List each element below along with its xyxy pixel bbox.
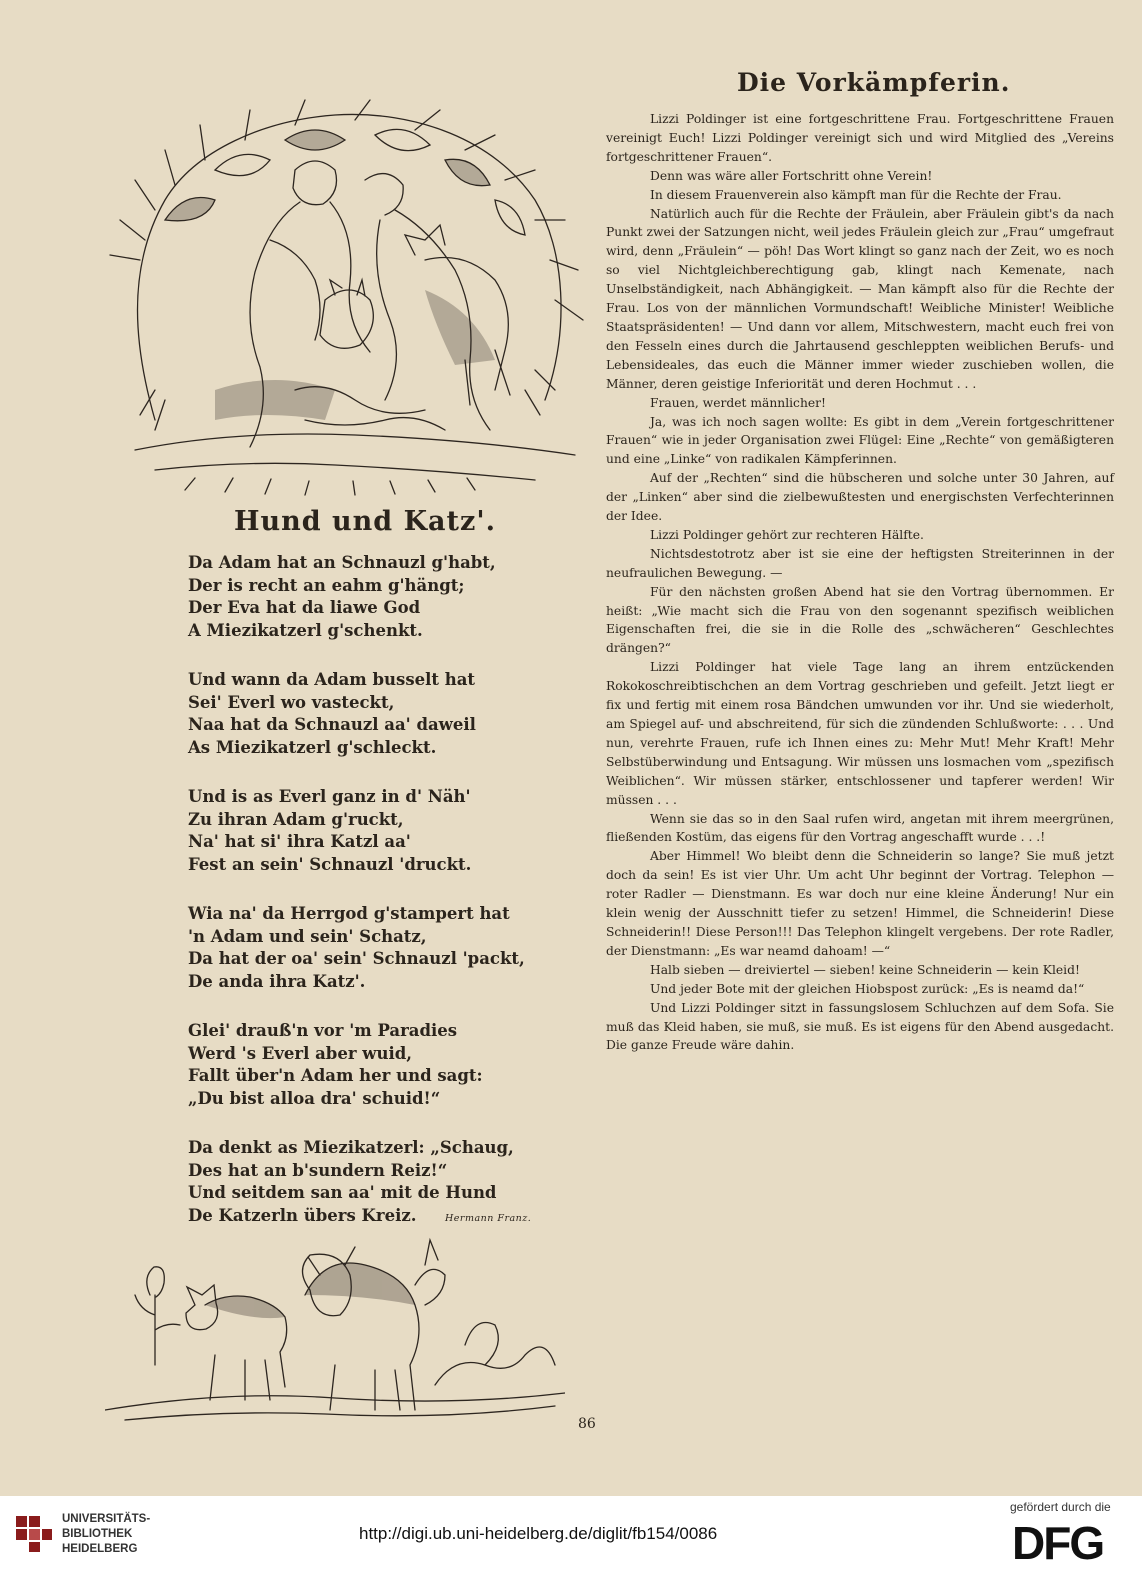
poem-line: Der Eva hat da liawe God (188, 598, 421, 617)
article-body (606, 110, 1114, 1055)
article-paragraph: Frauen, werdet männlicher! (650, 395, 826, 410)
article-paragraph: Natürlich auch für die Rechte der Fräulein, aber Fräulein gibt's da nach Punkt zwei der Satzungen nicht, weil jedes Fräulein gleich zur „Frau“ umgefraut wird, denn „Fräulein“ — pöh! Das Wort klingt so ganz nach der Zeit, wo es noch so viel Nichtgleichberechtigung gab, klingt nach Kemenate, nach Unselbständigkeit, nach Abhängigkeit. — Man kämpft also für die Rechte der Frau. Los von der männlichen Vormundschaft! Weibliche Minister! Weibliche Staatspräsidenten! — Und dann vor allem, Mitschwestern, macht euch frei von den Fesseln eines durch die Jahrtausend geschleppten weiblichen Berufs- und Lebensideales, das euch die Männer immer wieder zuschieben wollen, die Männer, deren geistige Inferiorität und deren Hochmut . . . (606, 206, 1114, 391)
poem-line: Da hat der oa' sein' Schnauzl 'packt, (188, 949, 525, 968)
article-paragraph: Wenn sie das so in den Saal rufen wird, angetan mit ihrem meergrünen, fließenden Kostüm, das eigens für den Vortrag angeschafft wurde . . .! (606, 811, 1114, 845)
university-library-logo-icon (14, 1514, 54, 1554)
page-number: 86 (578, 1416, 596, 1432)
dfg-logo-text: DFG (1012, 1517, 1104, 1563)
article-paragraph: Ja, was ich noch sagen wollte: Es gibt in dem „Verein fortgeschrittener Frauen“ wie in jeder Organisation zwei Flügel: Eine „Rechte“ von gemäßigteren und eine „Linke“ von radikalen Kämpferinnen. (606, 414, 1114, 467)
article-paragraph: Und Lizzi Poldinger sitzt in fassungslosem Schluchzen auf dem Sofa. Sie muß das Kleid haben, sie muß, sie muß. Es ist eigens für den Abend ausgedacht. Die ganze Freude wäre dahin. (606, 1000, 1114, 1053)
poem-line: Sei' Everl wo vasteckt, (188, 692, 395, 712)
library-name (62, 1512, 150, 1557)
adam-eve-illustration (95, 90, 595, 510)
poem-line: Naa hat da Schnauzl aa' daweil (188, 715, 476, 734)
poem-author: Hermann Franz. (445, 1213, 532, 1224)
poem-line: Fallt über'n Adam her und sagt: (188, 1066, 483, 1085)
poem-body (188, 552, 578, 1254)
article-paragraph: Für den nächsten großen Abend hat sie den Vortrag übernommen. Er heißt: „Wie macht sich die Frau von den sogenannt spezifisch weiblichen Eigenschaften frei, die sie in die Rolle des „schwächeren“ Geschlechtes drängen?“ (606, 584, 1114, 656)
poem-line: Da denkt as Miezikatzerl: „Schaug, (188, 1138, 514, 1157)
cat-and-dog-illustration (105, 1235, 565, 1425)
poem-line: Fest an sein' Schnauzl 'druckt. (188, 854, 472, 874)
poem-line: Na' hat si' ihra Katzl aa' (188, 832, 411, 851)
article-paragraph: Auf der „Rechten“ sind die hübscheren und solche unter 30 Jahren, auf der „Linken“ aber sind die zielbewußtesten und energischsten Verfechterinnen der Idee. (606, 471, 1114, 524)
poem-stanza (188, 669, 578, 759)
permalink-url[interactable]: http://digi.ub.uni-heidelberg.de/diglit/fb154/0086 (359, 1524, 718, 1543)
article-paragraph: Halb sieben — dreiviertel — sieben! keine Schneiderin — kein Kleid! (650, 962, 1080, 977)
poem-line: Und wann da Adam busselt hat (188, 670, 476, 689)
poem-line: „Du bist alloa dra' schuid!“ (188, 1088, 441, 1108)
poem-line: Glei' drauß'n vor 'm Paradies (188, 1021, 458, 1040)
poem-line: Des hat an b'sundern Reiz!“ (188, 1160, 448, 1180)
poem-line: Da Adam hat an Schnauzl g'habt, (188, 553, 496, 572)
article-paragraph: Lizzi Poldinger gehört zur rechteren Hälfte. (650, 527, 924, 542)
article-paragraph: Aber Himmel! Wo bleibt denn die Schneiderin so lange? Sie muß jetzt doch da sein! Es ist vier Uhr. Um acht Uhr beginnt der Vortrag. Telephon — roter Radler — Dienstmann. Es war doch nur eine kleine Änderung! Nur ein klein wenig der Ausschnitt tiefer zu setzen! Himmel, die Schneiderin! Diese Schneiderin!! Diese Person!!! Das Telephon klingelt vergebens. Der rote Radler, der Dienstmann: „Es war neamd dahoam! —“ (606, 849, 1114, 958)
poem-line: 'n Adam und sein' Schatz, (188, 926, 427, 946)
dfg-logo-icon (1010, 1517, 1122, 1563)
poem-line: Und is as Everl ganz in d' Näh' (188, 787, 471, 806)
poem-line: As Miezikatzerl g'schleckt. (188, 737, 437, 757)
library-name-line: HEIDELBERG (62, 1543, 138, 1555)
poem-stanza (188, 903, 578, 993)
article-title: Die Vorkämpferin. (737, 68, 1011, 97)
article-paragraph: Und jeder Bote mit der gleichen Hiobspost zurück: „Es is neamd da!“ (650, 981, 1085, 996)
article-paragraph: Lizzi Poldinger ist eine fortgeschrittene Frau. Fortgeschrittene Frauen vereinigt Euch! Lizzi Poldinger vereinigt sich und wird Mitglied des „Vereins fortgeschrittener Frauen“. (606, 112, 1114, 164)
poem-line: Wia na' da Herrgod g'stampert hat (188, 904, 510, 923)
article-paragraph: In diesem Frauenverein also kämpft man für die Rechte der Frau. (650, 187, 1062, 202)
article-paragraph: Nichtsdestotrotz aber ist sie eine der heftigsten Streiterinnen in der neufraulichen Bewegung. — (606, 546, 1114, 580)
poem-line: De Katzerln übers Kreiz. (188, 1205, 417, 1225)
article-paragraph: Denn was wäre aller Fortschritt ohne Verein! (650, 168, 933, 183)
library-name-line: UNIVERSITÄTS- (62, 1513, 151, 1525)
article-paragraph: Lizzi Poldinger hat viele Tage lang an ihrem entzückenden Rokokoschreibtischchen an dem Vortrag geschrieben und gefeilt. Jetzt liegt er fix und fertig mit einem rosa Bändchen umwunden vor ihr. Und sie wiederholt, am Spiegel auf- und abschreitend, für sich die zündenden Schlußworte: . . . Und nun, verehrte Frauen, rufe ich Ihnen eines zu: Mehr Mut! Mehr Kraft! Mehr Selbstüberwindung und Entsagung. Wir müssen uns losmachen vom „spezifisch Weiblichen“. Wir müssen stärker, entschlossener und tapferer werden! Wir müssen . . . (606, 660, 1114, 807)
poem-line: A Miezikatzerl g'schenkt. (188, 620, 423, 640)
poem-stanza (188, 1020, 578, 1110)
sponsor-text: gefördert durch die (1010, 1500, 1111, 1514)
poem-line: Und seitdem san aa' mit de Hund (188, 1183, 497, 1202)
poem-line: Zu ihran Adam g'ruckt, (188, 809, 404, 829)
poem-stanza (188, 552, 578, 642)
poem-stanza (188, 786, 578, 876)
poem-line: Werd 's Everl aber wuid, (188, 1043, 413, 1063)
library-name-line: BIBLIOTHEK (62, 1528, 133, 1540)
poem-title: Hund und Katz'. (234, 506, 497, 537)
poem-line: Der is recht an eahm g'hängt; (188, 575, 465, 595)
poem-line: De anda ihra Katz'. (188, 971, 366, 991)
